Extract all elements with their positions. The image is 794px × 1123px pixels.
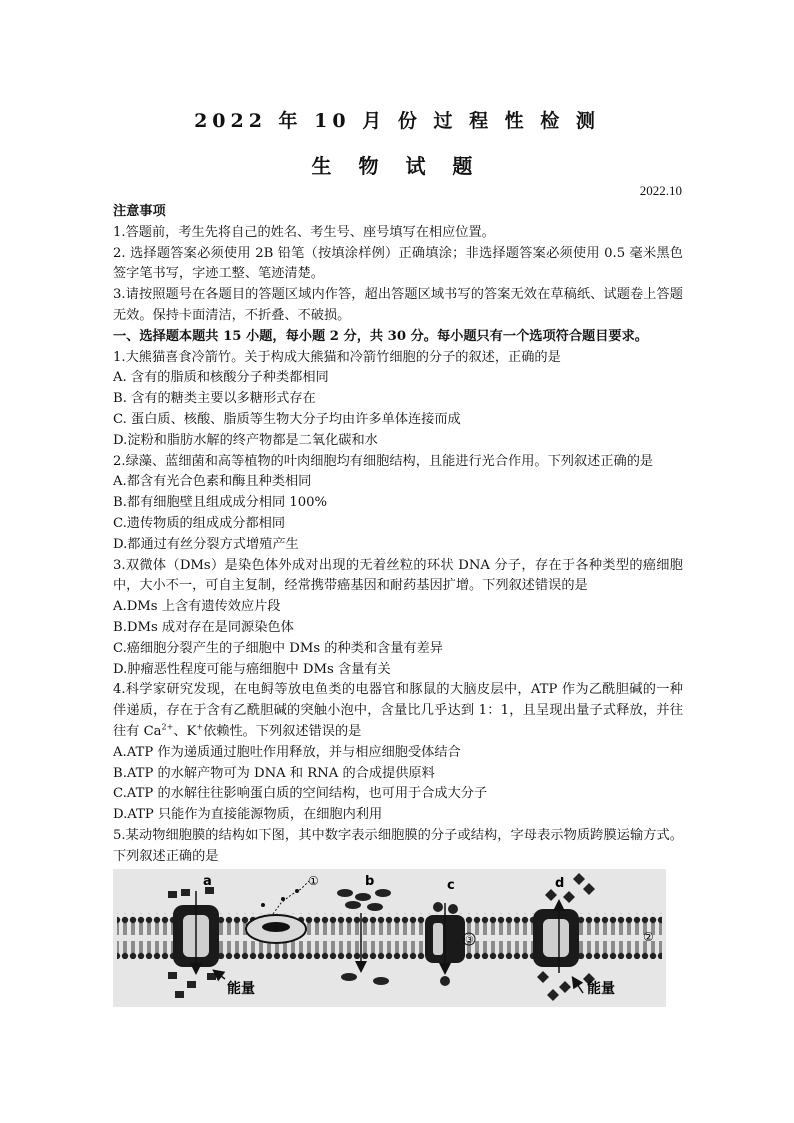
question-option: A.ATP 作为递质通过胞吐作用释放，并与相应细胞受体结合 [113,744,461,760]
question-option: B.ATP 的水解产物可为 DNA 和 RNA 的合成提供原料 [113,765,435,781]
label-energy-2: 能量 [587,981,615,997]
question-option: D.淀粉和脂肪水解的终产物都是二氧化碳和水 [113,432,378,448]
exam-title: 2022 年 10 月 份 过 程 性 检 测 [194,110,600,132]
exam-subtitle: 生 物 试 题 [311,154,483,178]
charge-superscript: + [196,722,204,732]
notice-heading: 注意事项 [113,204,166,219]
question-option: A. 含有的脂质和核酸分子种类都相同 [113,370,329,386]
question-stem: 2.绿藻、蓝细菌和高等植物的叶肉细胞均有细胞结构，且能进行光合作用。下列叙述正确的是 [113,453,654,469]
stem-part: 依赖性。下列叙述错误的是 [203,723,362,739]
question-option: C.癌细胞分裂产生的子细胞中 DMs 的种类和含量有差异 [113,640,443,656]
question-option: C.遗传物质的组成成分都相同 [113,515,286,531]
stem-part: 、K [173,723,197,739]
question-option: C.ATP 的水解往往影响蛋白质的空间结构，也可用于合成大分子 [113,786,488,802]
stem-part: 4.科学家研究发现，在电鲟等放电鱼类的电器官和豚鼠的大脑皮层中，ATP 作为乙酰胆碱的一种伴递质，存在于含有乙酰胆碱的突触小泡中，含量比几乎达到 1：1，且呈现出量子式释放，并往往有 Ca [113,682,683,739]
question-option: B. 含有的糖类主要以多糖形式存在 [113,391,316,407]
charge-superscript: 2+ [161,722,174,732]
label-d: d [555,876,565,891]
exam-body [113,202,683,868]
label-2: ② [643,930,654,944]
question-option: D.肿瘤恶性程度可能与癌细胞中 DMs 含量有关 [113,661,391,677]
question-stem: 5.某动物细胞膜的结构如下图，其中数字表示细胞膜的分子或结构，字母表示物质跨膜运输方式。下列叙述正确的是 [113,827,683,864]
question-option: B.DMs 成对存在是同源染色体 [113,619,294,635]
membrane-diagram-svg [113,869,666,1007]
question-option: C. 蛋白质、核酸、脂质等生物大分子均由许多单体连接而成 [113,411,461,427]
exam-date: 2022.10 [639,183,682,198]
question-option: B.都有细胞壁且组成成分相同 100% [113,495,328,511]
label-3: ③ [465,935,474,946]
question-stem: 3.双微体（DMs）是染色体外成对出现的无着丝粒的环状 DNA 分子，存在于各种类型的癌细胞中，大小不一，可自主复制，经常携带癌基因和耐药基因扩增。下列叙述错误的是 [113,557,683,594]
question-option: D.ATP 只能作为直接能源物质，在细胞内利用 [113,807,383,823]
question-stem [113,680,683,742]
label-a: a [203,874,212,889]
notice-item: 1.答题前，考生先将自己的姓名、考生号、座号填写在相应位置。 [113,224,495,240]
label-energy-1: 能量 [227,981,255,997]
label-1: ① [308,874,319,888]
question-option: A.都含有光合色素和酶且种类相同 [113,474,312,490]
question-option: A.DMs 上含有遗传效应片段 [113,599,281,615]
section-heading: 一、选择题本题共 15 小题，每小题 2 分，共 30 分。每小题只有一个选项符合题目要求。 [113,328,648,344]
question-option: D.都通过有丝分裂方式增殖产生 [113,536,299,552]
label-c: c [447,878,455,893]
notice-item: 3.请按照题号在各题目的答题区域内作答，超出答题区域书写的答案无效在草稿纸、试题卷上答题无效。保持卡面清洁，不折叠、不破损。 [113,287,683,323]
label-b: b [365,874,375,889]
question-stem: 1.大熊猫喜食冷箭竹。关于构成大熊猫和冷箭竹细胞的分子的叙述，正确的是 [113,349,561,365]
membrane-diagram [113,869,666,1007]
notice-item: 2. 选择题答案必须使用 2B 铅笔（按填涂样例）正确填涂；非选择题答案必须使用 0.5 毫米黑色签字笔书写，字迹工整、笔迹清楚。 [113,245,683,282]
